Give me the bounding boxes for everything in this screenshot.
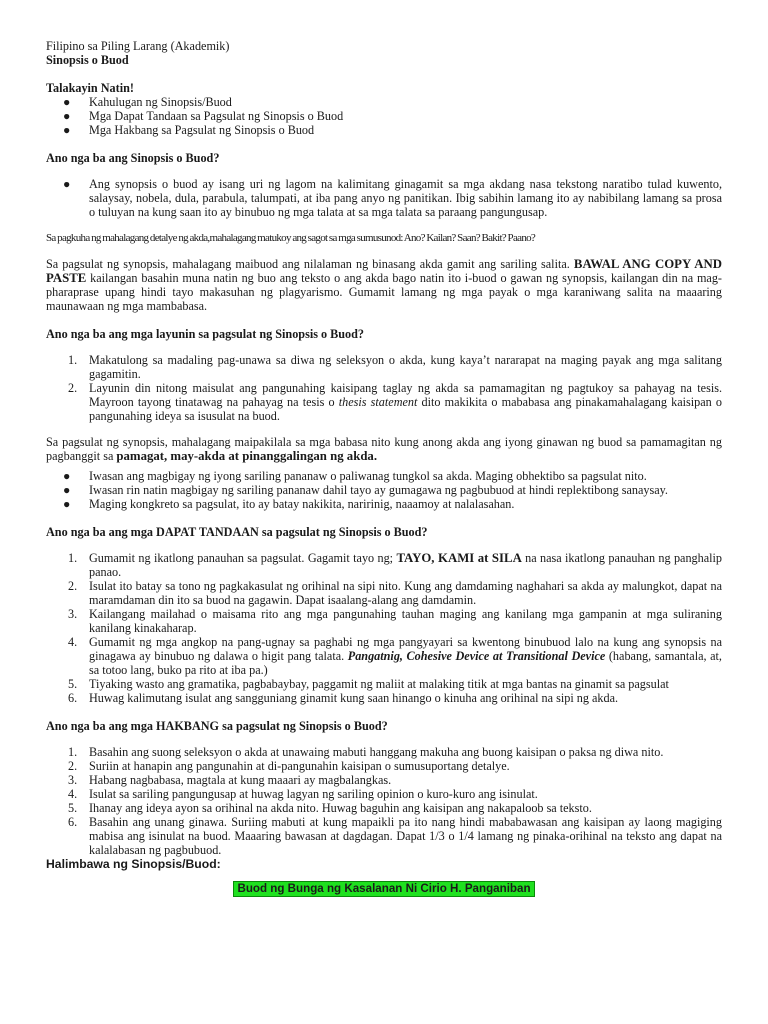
example-heading: Halimbawa ng Sinopsis/Buod: [46,857,221,871]
list-item: 1. Basahin ang suong seleksyon o akda at unawaing mabuti hanggang makuha ang buong kaisipan o paksa ng diwa nito. [68,745,664,759]
list-item: 1. Makatulong sa madaling pag-unawa sa diwa ng seleksyon o akda, kung kaya’t nararapat na maging payak ang mga salitang gagamitin. [68,353,722,381]
list-item: 1. Gumamit ng ikatlong panauhan sa pagsulat. Gagamit tayo ng; TAYO, KAMI at SILA na nasa ikatlong panauhan ng panghalip panao. [68,551,723,579]
list-item: ● Iwasan rin natin magbigay ng sariling pananaw dahil tayo ay gumagawa ng pagbubuod at hindi replektibong sanaysay. [63,483,668,497]
bullet-icon: ● [63,177,71,191]
list-item: ● Iwasan ang magbigay ng iyong sariling pananaw o paliwanag tungkol sa akda. Maging obhektibo sa pagsulat nito. [63,469,647,483]
dapat-tandaan-list [46,551,722,705]
bullet-icon: ● [63,469,71,483]
objectives-list [46,353,722,423]
topic-title: Sinopsis o Buod [46,53,129,67]
example-title-box: Buod ng Bunga ng Kasalanan Ni Cirio H. Panganiban [233,881,534,897]
list-item: 2. Suriin at hanapin ang pangunahin at di-pangunahin kaisipan o sumusuportang detalye. [68,759,510,773]
section-heading: Ano nga ba ang mga layunin sa pagsulat ng Sinopsis o Buod? [46,327,365,341]
list-item: ● Mga Dapat Tandaan sa Pagsulat ng Sinopsis o Buod [63,109,344,123]
paragraph: Sa pagsulat ng synopsis, mahalagang maibuod ang nilalaman ng binasang akda gamit ang sariling salita. BAWAL ANG COPY AND PASTE kailangan basahin muna natin ng buo ang teksto o ang akda bago natin ito i-buod o gawan ng synopsis, kailangan din na mag-pharaprase upang hindi tayo makasuhan ng plagyarismo. Gumamit lamang ng mga payak o mga karaniwang salita na maaaring maunawaan ng mga mambabasa. [46,257,722,313]
section-heading: Ano nga ba ang mga DAPAT TANDAAN sa pagsulat ng Sinopsis o Buod? [46,525,428,539]
course-title: Filipino sa Piling Larang (Akademik) [46,39,230,53]
list-item: ● Kahulugan ng Sinopsis/Buod [63,95,232,109]
talakayin-heading: Talakayin Natin! [46,81,134,95]
list-item: 5. Tiyaking wasto ang gramatika, pagbabaybay, paggamit ng maliit at malaking titik at mga bantas na ginamit sa pagsulat [68,677,669,691]
section-heading: Ano nga ba ang Sinopsis o Buod? [46,151,220,165]
list-item: 5. Ihanay ang ideya ayon sa orihinal na akda nito. Huwag baguhin ang kaisipan ang nakapaloob sa teksto. [68,801,592,815]
talakayin-list [46,95,722,137]
bullet-icon: ● [63,95,71,109]
list-item: 6. Basahin ang unang ginawa. Suriing mabuti at kung mapaikli pa ito nang hindi mababawasan ang kaisipan ay laong magiging mabisa ang isinulat na buod. Maaaring bawasan at dagdagan. Dapat 1/3 o 1/4 lamang ng pinaka-orihinal na teksto ang dapat na kalalabasan ng pagbubuod. [68,815,722,857]
paragraph: Sa pagsulat ng synopsis, mahalagang maipakilala sa mga babasa nito kung anong akda ang iyong ginawan ng buod sa pamamagitan ng pagbanggit sa pamagat, may-akda at pinanggalingan ng akda. [46,435,722,463]
hakbang-list [46,745,722,857]
list-item: 4. Isulat sa sariling pangungusap at huwag lagyan ng sariling opinion o kuro-kuro ang isinulat. [68,787,538,801]
list-item: 3. Habang nagbabasa, magtala at kung maaari ay magbalangkas. [68,773,392,787]
list-item: 2. Isulat ito batay sa tono ng pagkakasulat ng orihinal na sipi nito. Kung ang damdaming naghahari sa akda ay malungkot, dapat na maramdaman din ito sa buod na gagawin. Dapat isaalang-alang ang damdamin. [68,579,722,607]
reminders-list [46,469,722,511]
detail-questions-line: Sa pagkuha ng mahalagang detalye ng akda,mahalagang matukoy ang sagot sa mga sumusunod: Ano? Kailan? Saan? Bakit? Paano? [46,232,536,244]
list-item: ● Maging kongkreto sa pagsulat, ito ay batay nakikita, naririnig, naaamoy at nalalasahan. [63,497,515,511]
example-title-wrap [46,881,722,897]
list-item: ● Ang synopsis o buod ay isang uri ng lagom na kalimitang ginagamit sa mga akdang nasa tekstong naratibo tulad kuwento, salaysay, nobela, dula, parabula, talumpati, at iba pang anyo ng panitikan. Ibig sabihin lamang ito ay nabibilang lamang sa prosa o tuluyan na kung saan ito ay binubuo ng mga talata at sa mga talata sa paraang pangungusap. [63,177,722,219]
bullet-icon: ● [63,497,71,511]
bullet-icon: ● [63,483,71,497]
bullet-icon: ● [63,109,71,123]
bullet-icon: ● [63,123,71,137]
section-heading: Ano nga ba ang mga HAKBANG sa pagsulat ng Sinopsis o Buod? [46,719,388,733]
list-item: 2. Layunin din nitong maisulat ang pangunahing kaisipang taglay ng akda sa pamamagitan ng pagtukoy sa pahayag na tesis. Mayroon tayong tinatawag na pahayag na tesis o thesis statement dito makikita o mababasa ang pinakamahalagang kaisipan o pangunahing ideya sa isusulat na buod. [68,381,722,423]
definition-list [46,177,722,219]
list-item: 6. Huwag kalimutang isulat ang sangguniang ginamit kung saan hinango o kinuha ang orihinal na sipi ng akda. [68,691,619,705]
list-item: 3. Kailangang mailahad o maisama rito ang mga pangunahing tauhan maging ang kanilang mga gampanin at mga suliraning kanilang kinakaharap. [68,607,722,635]
list-item: ● Mga Hakbang sa Pagsulat ng Sinopsis o Buod [63,123,315,137]
list-item: 4. Gumamit ng mga angkop na pang-ugnay sa paghabi ng mga pangyayari sa kwentong binubuod lalo na kung ang synopsis na ginagawa ay binubuo ng dalawa o higit pang talata. Pangatnig, Cohesive Device at Transitional Device (habang, samantala, at, sa totoo lang, buko pa rito at iba pa.) [68,635,722,677]
